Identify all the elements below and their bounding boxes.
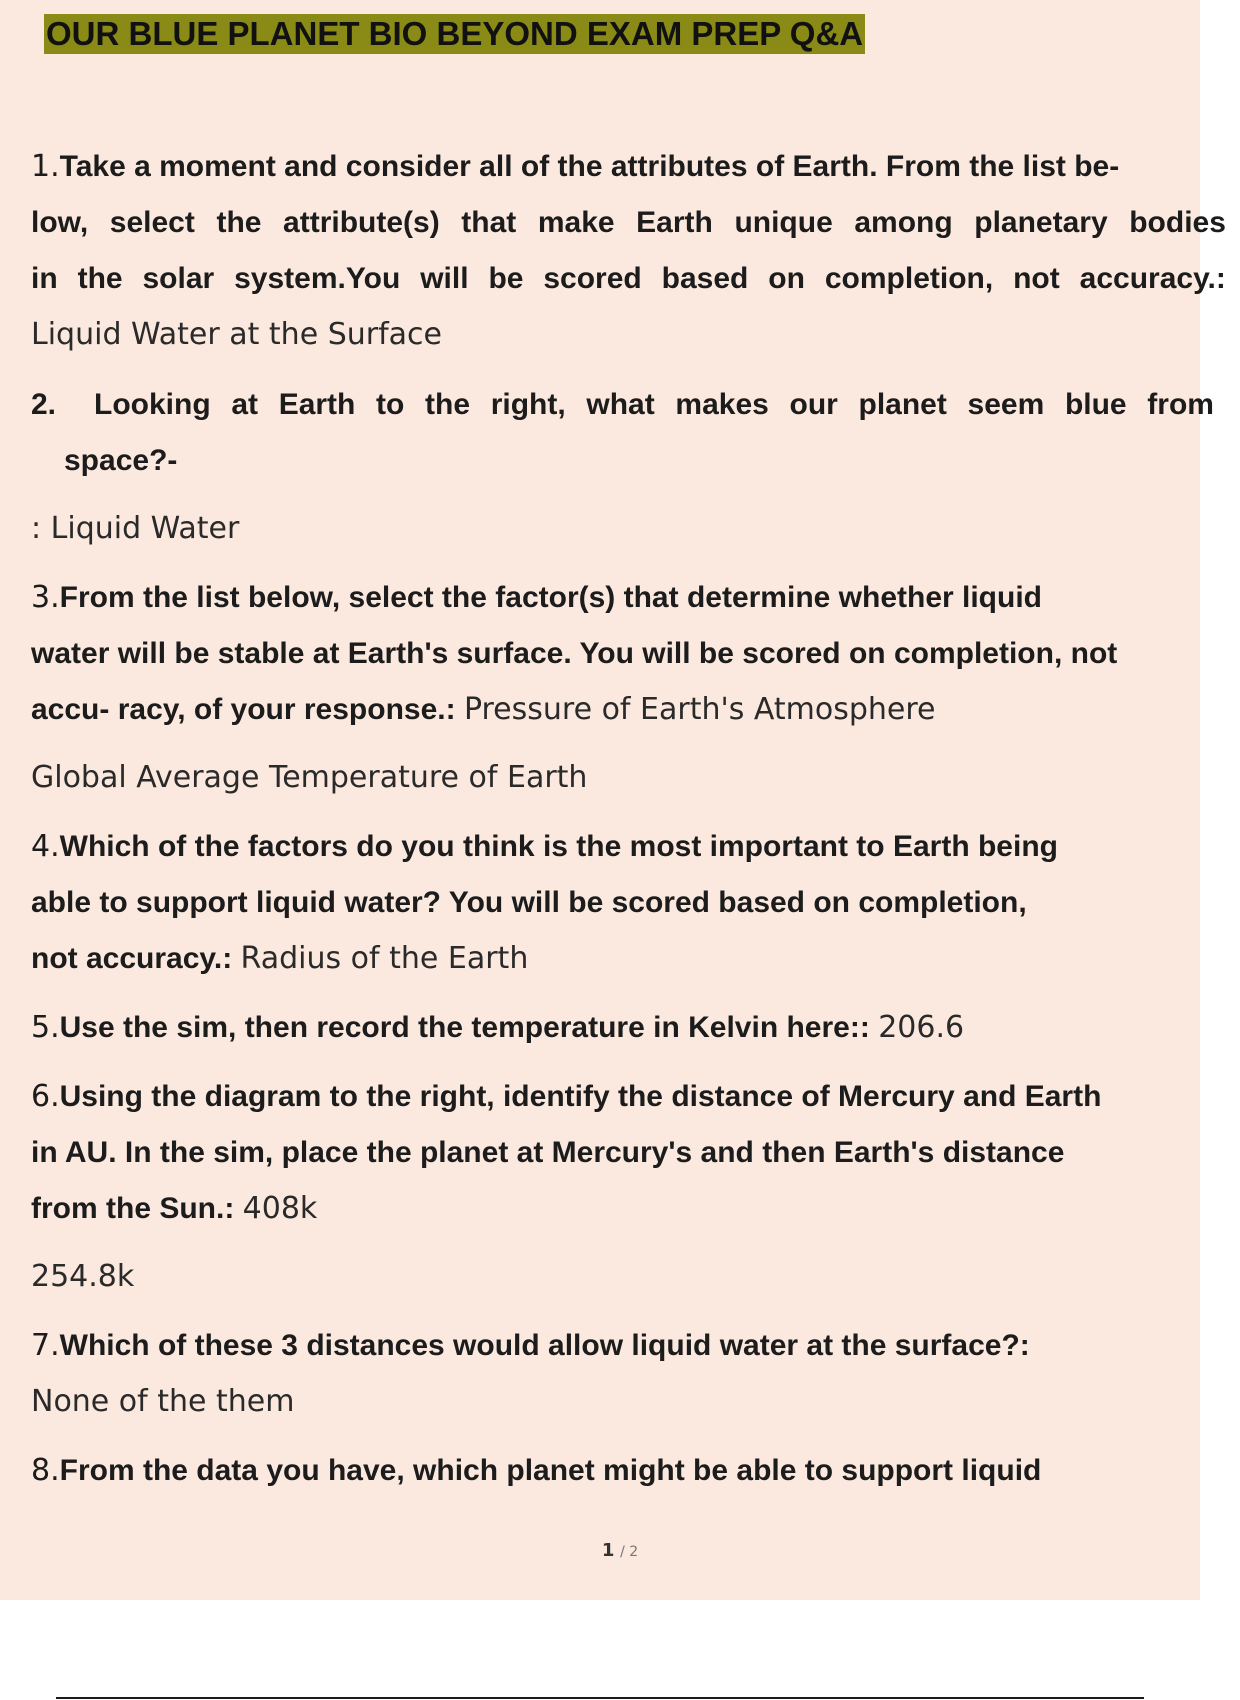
question-1-line-3-word: will: [420, 262, 469, 295]
question-1-line-2: [31, 203, 1226, 243]
question-2-line-1-word: Looking: [94, 388, 211, 421]
question-1-line-2-word: Earth: [636, 206, 713, 239]
question-1-number: 1.: [31, 149, 60, 184]
question-1-line-2-word: the: [216, 206, 262, 239]
question-2-line-1-word: right,: [490, 388, 566, 421]
question-2-answer: : Liquid Water: [31, 511, 240, 546]
question-3-line-2: water will be stable at Earth's surface. You will be scored on completion, not: [31, 637, 1118, 670]
page-title: OUR BLUE PLANET BIO BEYOND EXAM PREP Q&A: [46, 15, 864, 52]
question-2-number: 2.: [31, 388, 57, 421]
question-1-line-2-word: select: [109, 206, 195, 239]
question-2-line-1-word: to: [376, 388, 405, 421]
question-6-line-3: from the Sun.: 408k: [31, 1191, 318, 1226]
question-7-answer: None of the them: [31, 1384, 295, 1419]
question-4-line-2: able to support liquid water? You will be scored based on completion,: [31, 886, 1027, 919]
question-5-line-1: 5.Use the sim, then record the temperature in Kelvin here:: 206.6: [31, 1010, 965, 1045]
question-2-line-1-word: what: [586, 388, 655, 421]
question-2-line-1-word: planet: [858, 388, 947, 421]
question-5-answer: 206.6: [878, 1010, 965, 1045]
question-4-number: 4.: [31, 829, 60, 864]
question-1-line-3: [31, 259, 1226, 299]
question-1-line-3-word: solar: [142, 262, 215, 295]
question-1-line-2-word: among: [854, 206, 953, 239]
question-1-line-3-word: not: [1013, 262, 1060, 295]
page-divider: [56, 1697, 1144, 1699]
current-page-number: 1: [601, 1540, 615, 1561]
question-1-line-3-word: based: [661, 262, 749, 295]
question-3-answer-2: Global Average Temperature of Earth: [31, 760, 588, 795]
question-2-line-2: space?-: [64, 444, 178, 477]
question-1-line-3-word: accuracy.:: [1079, 262, 1226, 295]
question-3-line-1: 3.From the list below, select the factor(s) that determine whether liquid: [31, 580, 1042, 615]
page-indicator: [0, 1540, 1240, 1561]
question-8-line-1: 8.From the data you have, which planet might be able to support liquid: [31, 1453, 1042, 1488]
question-1-line-3-word: in: [31, 262, 58, 295]
question-2-line-1: [31, 385, 56, 425]
question-1-line-2-word: attribute(s): [283, 206, 440, 239]
question-6-line-1: 6.Using the diagram to the right, identify the distance of Mercury and Earth: [31, 1079, 1102, 1114]
question-6-answer-2: 254.8k: [31, 1259, 135, 1294]
question-5-number: 5.: [31, 1010, 60, 1045]
question-1-line-1: [31, 147, 1119, 187]
question-1-line-2-word: that: [461, 206, 517, 239]
question-7-line-1: 7.Which of these 3 distances would allow liquid water at the surface?:: [31, 1328, 1030, 1363]
question-2-line-1-word: our: [789, 388, 838, 421]
question-3-answer-1: Pressure of Earth's Atmosphere: [463, 692, 936, 727]
total-pages: / 2: [620, 1544, 639, 1560]
question-6-number: 6.: [31, 1079, 60, 1114]
question-1-line-3-word: system.You: [234, 262, 401, 295]
question-3-number: 3.: [31, 580, 60, 615]
question-3-line-3: accu- racy, of your response.: Pressure of Earth's Atmosphere: [31, 692, 936, 727]
question-1-text: Take a moment and consider all of the attributes of Earth. From the list be-: [59, 150, 1120, 183]
question-2-line-1-word: makes: [675, 388, 769, 421]
question-2-line-1-word: blue: [1064, 388, 1127, 421]
question-2-line-1-word: from: [1147, 388, 1214, 421]
question-1-line-3-word: on: [768, 262, 805, 295]
question-2-text: [94, 385, 1214, 425]
question-6-answer-1: 408k: [242, 1191, 318, 1226]
question-1-line-3-word: completion,: [824, 262, 994, 295]
question-2-line-1-word: Earth: [278, 388, 356, 421]
question-2-line-1-word: at: [231, 388, 259, 421]
question-4-line-1: 4.Which of the factors do you think is the most important to Earth being: [31, 829, 1058, 864]
question-2-line-1-word: the: [425, 388, 471, 421]
question-1-line-2-word: planetary: [974, 206, 1108, 239]
question-2-line-1-word: seem: [967, 388, 1045, 421]
question-1-line-2-word: low,: [31, 206, 89, 239]
question-4-answer: Radius of the Earth: [240, 941, 529, 976]
question-1-line-2-word: bodies: [1129, 206, 1226, 239]
question-8-number: 8.: [31, 1453, 60, 1488]
question-1-line-2-word: unique: [734, 206, 833, 239]
question-1-line-3-word: be: [488, 262, 524, 295]
question-1-answer: Liquid Water at the Surface: [31, 317, 442, 352]
question-1-line-3-word: the: [77, 262, 123, 295]
question-1-line-3-word: scored: [543, 262, 642, 295]
question-1-line-2-word: make: [537, 206, 615, 239]
question-4-line-3: not accuracy.: Radius of the Earth: [31, 941, 529, 976]
question-7-number: 7.: [31, 1328, 60, 1363]
question-6-line-2: in AU. In the sim, place the planet at Mercury's and then Earth's distance: [31, 1136, 1065, 1169]
